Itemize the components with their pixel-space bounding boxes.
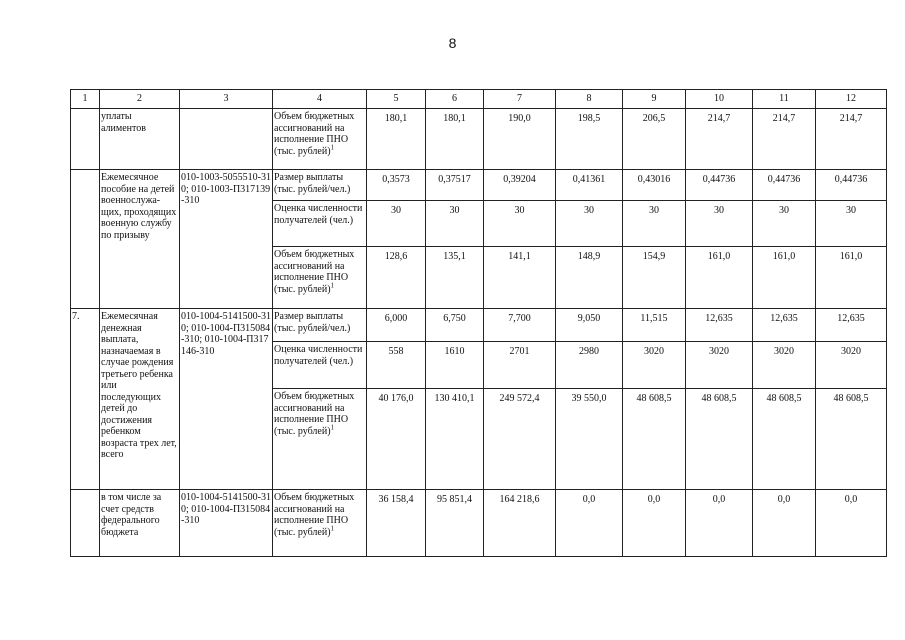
value-cell: 128,6 bbox=[367, 247, 426, 309]
value-cell: 48 608,5 bbox=[816, 389, 887, 490]
value-cell: 36 158,4 bbox=[367, 490, 426, 557]
indicator-name: Объем бюджетных ассигнований на исполнение ПНО (тыс. рублей)$^1$ bbox=[273, 389, 367, 490]
budget-code: 010-1004-5141500-310; 010-1004-П315084-310 bbox=[180, 490, 273, 557]
value-cell: 30 bbox=[426, 201, 484, 247]
indicator-name: Оценка численности получателей (чел.) bbox=[273, 201, 367, 247]
budget-code: 010-1004-5141500-310; 010-1004-П315084-310; 010-1004-П317146-310 bbox=[180, 309, 273, 490]
value-cell: 0,41361 bbox=[556, 170, 623, 201]
indicator-name: Размер выплаты (тыс. рублей/чел.) bbox=[273, 170, 367, 201]
value-cell: 206,5 bbox=[623, 109, 686, 170]
column-header: 6 bbox=[426, 90, 484, 109]
budget-table bbox=[70, 89, 887, 557]
column-header: 7 bbox=[484, 90, 556, 109]
table-row bbox=[71, 170, 887, 201]
value-cell: 2980 bbox=[556, 342, 623, 389]
value-cell: 130 410,1 bbox=[426, 389, 484, 490]
column-header: 8 bbox=[556, 90, 623, 109]
table-row bbox=[71, 309, 887, 342]
value-cell: 161,0 bbox=[753, 247, 816, 309]
header-row bbox=[71, 90, 887, 109]
value-cell: 0,0 bbox=[753, 490, 816, 557]
row-number bbox=[71, 109, 100, 170]
value-cell: 30 bbox=[367, 201, 426, 247]
value-cell: 0,44736 bbox=[816, 170, 887, 201]
payment-name: уплаты алиментов bbox=[100, 109, 180, 170]
value-cell: 0,39204 bbox=[484, 170, 556, 201]
value-cell: 190,0 bbox=[484, 109, 556, 170]
value-cell: 0,44736 bbox=[753, 170, 816, 201]
value-cell: 0,0 bbox=[623, 490, 686, 557]
value-cell: 3020 bbox=[686, 342, 753, 389]
column-header: 9 bbox=[623, 90, 686, 109]
value-cell: 30 bbox=[753, 201, 816, 247]
value-cell: 161,0 bbox=[686, 247, 753, 309]
value-cell: 3020 bbox=[753, 342, 816, 389]
value-cell: 11,515 bbox=[623, 309, 686, 342]
row-number: 7. bbox=[71, 309, 100, 490]
value-cell: 198,5 bbox=[556, 109, 623, 170]
value-cell: 3020 bbox=[816, 342, 887, 389]
value-cell: 12,635 bbox=[816, 309, 887, 342]
indicator-name: Размер выплаты (тыс. рублей/чел.) bbox=[273, 309, 367, 342]
value-cell: 0,37517 bbox=[426, 170, 484, 201]
value-cell: 12,635 bbox=[753, 309, 816, 342]
value-cell: 39 550,0 bbox=[556, 389, 623, 490]
value-cell: 0,43016 bbox=[623, 170, 686, 201]
value-cell: 154,9 bbox=[623, 247, 686, 309]
value-cell: 7,700 bbox=[484, 309, 556, 342]
value-cell: 30 bbox=[556, 201, 623, 247]
value-cell: 0,0 bbox=[556, 490, 623, 557]
value-cell: 0,3573 bbox=[367, 170, 426, 201]
value-cell: 1610 bbox=[426, 342, 484, 389]
table-row bbox=[71, 490, 887, 557]
value-cell: 30 bbox=[623, 201, 686, 247]
value-cell: 2701 bbox=[484, 342, 556, 389]
value-cell: 30 bbox=[484, 201, 556, 247]
value-cell: 48 608,5 bbox=[686, 389, 753, 490]
indicator-name: Оценка численности получателей (чел.) bbox=[273, 342, 367, 389]
column-header: 1 bbox=[71, 90, 100, 109]
value-cell: 214,7 bbox=[816, 109, 887, 170]
payment-name: в том числе за счет средств федерального бюджета bbox=[100, 490, 180, 557]
value-cell: 558 bbox=[367, 342, 426, 389]
value-cell: 30 bbox=[816, 201, 887, 247]
value-cell: 48 608,5 bbox=[753, 389, 816, 490]
column-header: 10 bbox=[686, 90, 753, 109]
value-cell: 9,050 bbox=[556, 309, 623, 342]
value-cell: 214,7 bbox=[753, 109, 816, 170]
row-number bbox=[71, 490, 100, 557]
value-cell: 161,0 bbox=[816, 247, 887, 309]
column-header: 2 bbox=[100, 90, 180, 109]
column-header: 3 bbox=[180, 90, 273, 109]
budget-code bbox=[180, 109, 273, 170]
indicator-name: Объем бюджетных ассигнований на исполнение ПНО (тыс. рублей)$^1$ bbox=[273, 109, 367, 170]
value-cell: 180,1 bbox=[426, 109, 484, 170]
budget-code: 010-1003-5055510-310; 010-1003-П317139-310 bbox=[180, 170, 273, 309]
value-cell: 141,1 bbox=[484, 247, 556, 309]
value-cell: 180,1 bbox=[367, 109, 426, 170]
payment-name: Ежемесячное пособие на детей военнослужа-щих, проходящих военную службу по призыву bbox=[100, 170, 180, 309]
value-cell: 0,0 bbox=[686, 490, 753, 557]
value-cell: 6,750 bbox=[426, 309, 484, 342]
value-cell: 48 608,5 bbox=[623, 389, 686, 490]
value-cell: 12,635 bbox=[686, 309, 753, 342]
column-header: 12 bbox=[816, 90, 887, 109]
value-cell: 30 bbox=[686, 201, 753, 247]
value-cell: 0,0 bbox=[816, 490, 887, 557]
column-header: 11 bbox=[753, 90, 816, 109]
value-cell: 135,1 bbox=[426, 247, 484, 309]
value-cell: 6,000 bbox=[367, 309, 426, 342]
indicator-name: Объем бюджетных ассигнований на исполнение ПНО (тыс. рублей)$^1$ bbox=[273, 490, 367, 557]
value-cell: 3020 bbox=[623, 342, 686, 389]
value-cell: 164 218,6 bbox=[484, 490, 556, 557]
value-cell: 40 176,0 bbox=[367, 389, 426, 490]
indicator-name: Объем бюджетных ассигнований на исполнение ПНО (тыс. рублей)$^1$ bbox=[273, 247, 367, 309]
row-number bbox=[71, 170, 100, 309]
payment-name: Ежемесячная денежная выплата, назначаемая в случае рождения третьего ребенка или последующих детей до достижения ребенком возраста трех лет, всего bbox=[100, 309, 180, 490]
value-cell: 95 851,4 bbox=[426, 490, 484, 557]
column-header: 4 bbox=[273, 90, 367, 109]
column-header: 5 bbox=[367, 90, 426, 109]
table-row bbox=[71, 109, 887, 170]
page-number: 8 bbox=[448, 35, 457, 51]
value-cell: 249 572,4 bbox=[484, 389, 556, 490]
value-cell: 0,44736 bbox=[686, 170, 753, 201]
value-cell: 214,7 bbox=[686, 109, 753, 170]
value-cell: 148,9 bbox=[556, 247, 623, 309]
